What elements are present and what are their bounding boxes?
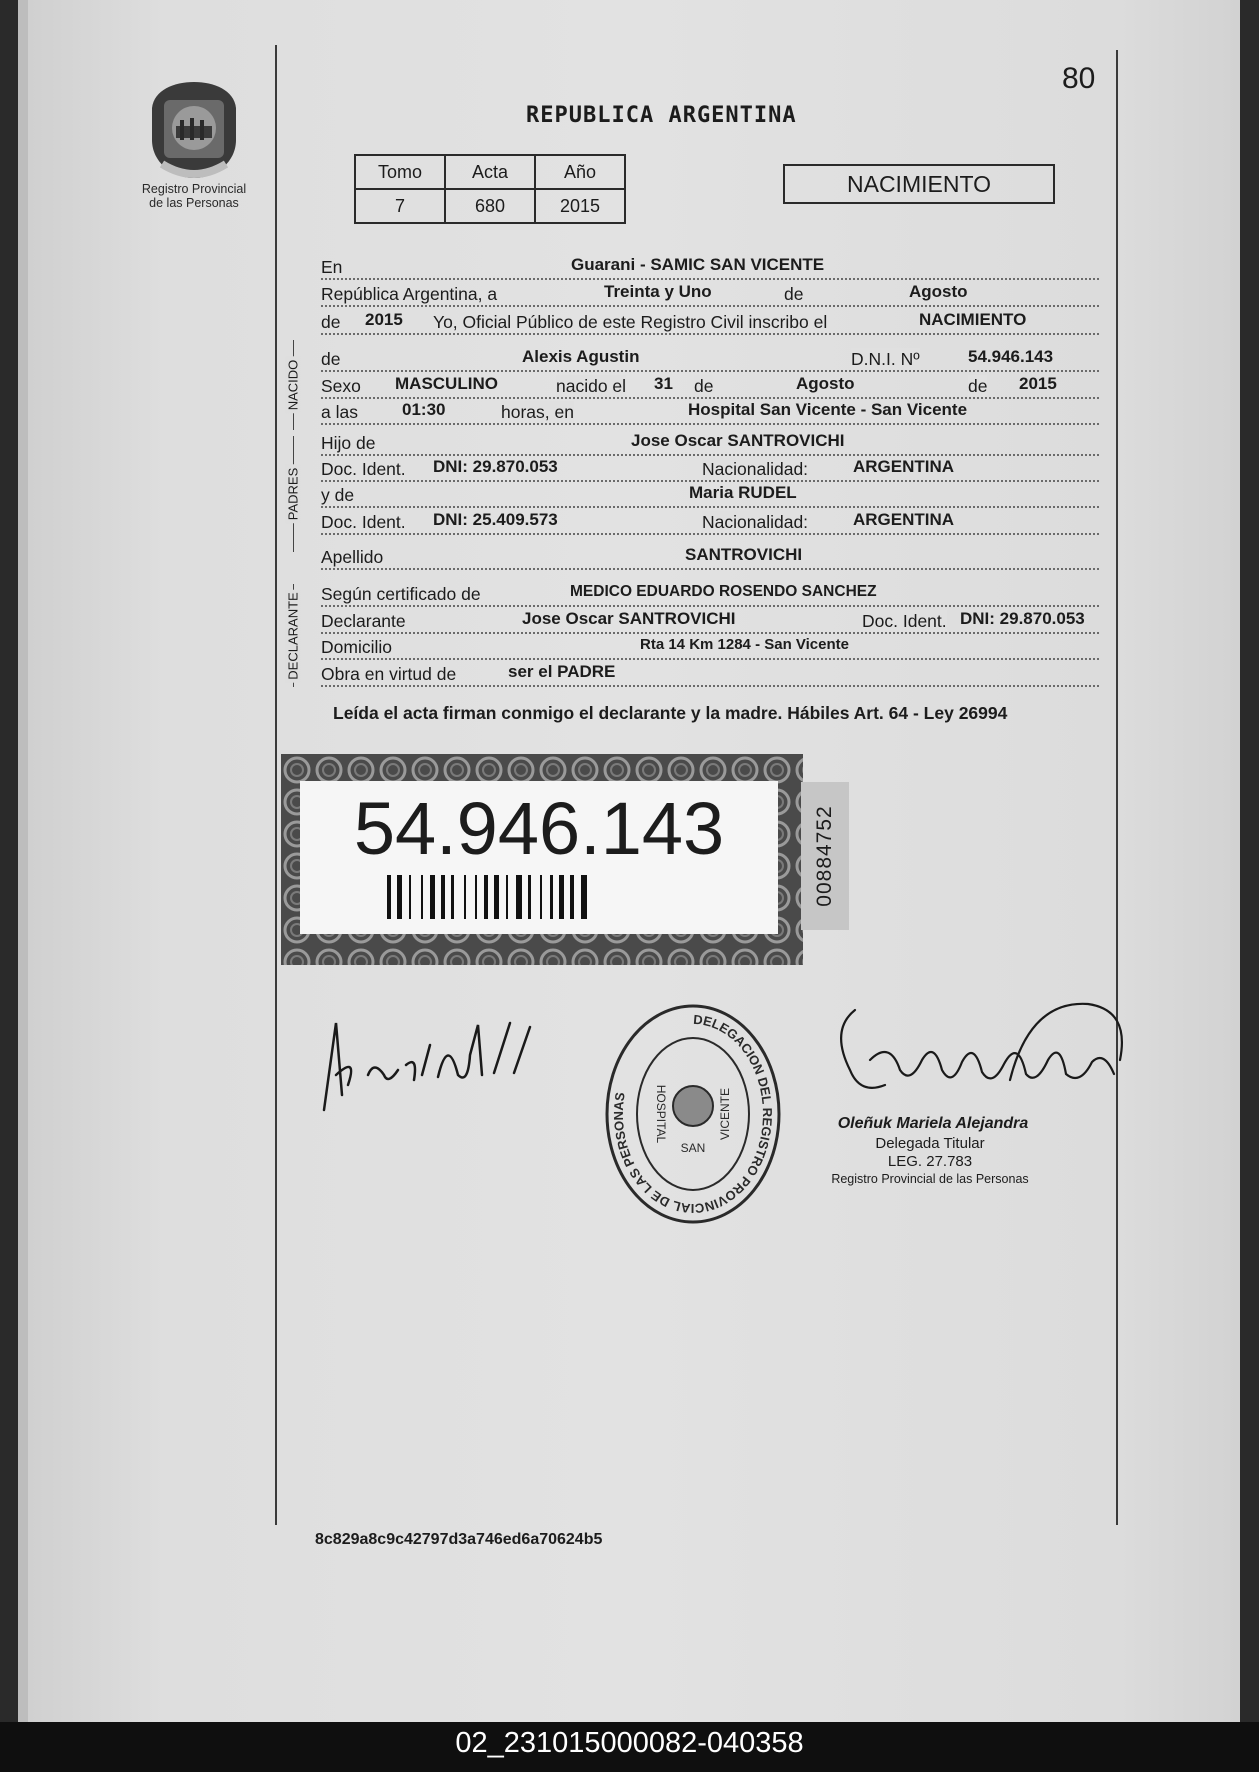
official-signature-icon	[830, 990, 1130, 1120]
value-sexo: MASCULINO	[395, 374, 498, 393]
barcode-bar	[494, 875, 499, 919]
stamp-arc-text: DELEGACION DEL REGISTRO PROVINCIAL DE LAS PERSONAS	[610, 1011, 776, 1217]
label-a-las: a las	[321, 402, 358, 422]
serial-number: 00884752	[813, 805, 836, 907]
label-doc-padre: Doc. Ident.	[321, 459, 406, 479]
label-doc-declarante: Doc. Ident.	[862, 611, 947, 631]
section-label-declarante: DECLARANTE	[286, 589, 301, 682]
label-de-anio-nac: de	[968, 376, 988, 396]
barcode-bar	[451, 875, 454, 919]
label-obra-en-virtud: Obra en virtud de	[321, 664, 457, 684]
line-apellido	[321, 545, 1099, 570]
right-margin-line	[1116, 50, 1118, 1525]
barcode-bar	[464, 875, 466, 919]
barcode-bar	[570, 875, 574, 919]
value-dni: 54.946.143	[968, 347, 1054, 366]
barcode-bar	[516, 875, 522, 919]
section-declarante	[283, 584, 303, 687]
label-de-nombre: de	[321, 349, 341, 369]
value-mes-nacimiento: Agosto	[796, 374, 855, 393]
official-legajo: LEG. 27.783	[887, 1153, 973, 1170]
value-obra: ser el PADRE	[508, 662, 616, 681]
barcode-bar	[409, 875, 411, 919]
value-padre-doc: DNI: 29.870.053	[433, 457, 558, 476]
value-madre-doc: DNI: 25.409.573	[433, 510, 558, 529]
barcode-icon	[387, 875, 701, 919]
label-nacido-el: nacido el	[556, 376, 627, 396]
closing-note: Leída el acta firman conmigo el declarante y la madre. Hábiles Art. 64 - Ley 26994	[333, 703, 1008, 723]
line-hijo-de	[321, 431, 1099, 456]
value-acta: 680	[445, 189, 535, 223]
barcode-bar	[484, 875, 488, 919]
label-oficial: Yo, Oficial Público de este Registro Civil inscribo el	[433, 312, 828, 332]
label-horas-en: horas, en	[501, 402, 574, 422]
dni-label	[300, 781, 778, 934]
section-label-nacido: NACIDO	[286, 357, 301, 414]
value-apellido: SANTROVICHI	[685, 545, 803, 564]
value-declarante: Jose Oscar SANTROVICHI	[522, 609, 736, 628]
official-stamp	[603, 1002, 783, 1233]
value-padre-nacionalidad: ARGENTINA	[853, 457, 955, 476]
barcode-bar	[540, 875, 542, 919]
value-lugar-inscripcion: Guarani - SAMIC SAN VICENTE	[571, 255, 825, 274]
record-table	[354, 154, 626, 224]
line-declarante	[321, 609, 1099, 634]
barcode-bar	[559, 875, 564, 919]
stamp-inner-text-2: VICENTE	[718, 1087, 732, 1141]
logo-caption-1: Registro Provincial	[141, 182, 247, 196]
label-en: En	[321, 257, 343, 277]
value-hora: 01:30	[402, 400, 446, 419]
line-fecha	[321, 282, 1099, 307]
record-table-header	[355, 155, 625, 189]
label-dni: D.N.I. Nº	[851, 349, 920, 369]
barcode-bar	[441, 875, 445, 919]
header-anio: Año	[535, 155, 625, 189]
label-segun-certificado: Según certificado de	[321, 584, 481, 604]
line-y-de	[321, 483, 1099, 508]
dni-number: 54.946.143	[353, 787, 725, 870]
logo-caption-2: de las Personas	[149, 196, 239, 210]
line-hora	[321, 400, 1099, 425]
value-certificado: MEDICO EDUARDO ROSENDO SANCHEZ	[570, 583, 877, 600]
label-nacionalidad-padre: Nacionalidad:	[702, 459, 809, 479]
section-padres	[283, 436, 303, 552]
label-apellido: Apellido	[321, 547, 384, 567]
label-republica: República Argentina, a	[321, 284, 498, 304]
value-madre: Maria RUDEL	[689, 483, 797, 502]
act-type-box: NACIMIENTO	[783, 164, 1055, 204]
serial-box	[801, 782, 849, 930]
registry-logo	[130, 78, 258, 210]
label-nacionalidad-madre: Nacionalidad:	[702, 512, 809, 532]
record-table-values	[355, 189, 625, 223]
official-name: Oleñuk Mariela Alejandra	[837, 1115, 1029, 1132]
value-domicilio: Rta 14 Km 1284 - San Vicente	[640, 636, 849, 653]
barcode-bar	[387, 875, 391, 919]
value-nombre: Alexis Agustin	[522, 347, 640, 366]
left-margin-line	[275, 45, 277, 1525]
label-declarante: Declarante	[321, 611, 406, 631]
line-obra	[321, 662, 1099, 687]
label-de-anio: de	[321, 312, 341, 332]
value-dia: 31	[654, 374, 673, 393]
barcode-bar	[430, 875, 435, 919]
label-sexo: Sexo	[321, 376, 361, 396]
line-madre-doc	[321, 510, 1099, 535]
stamp-emblem-icon	[673, 1086, 713, 1126]
value-tipo-acta: NACIMIENTO	[919, 310, 1027, 329]
barcode-bar	[506, 875, 508, 919]
value-anio-inscripcion: 2015	[365, 310, 403, 329]
line-certificado	[321, 585, 1099, 607]
stamp-inner-text-3: SAN	[680, 1141, 706, 1155]
stamp-inner-text-1: HOSPITAL	[654, 1084, 668, 1144]
barcode-bar	[475, 875, 477, 919]
barcode-bar	[581, 875, 587, 919]
value-anio: 2015	[535, 189, 625, 223]
label-doc-madre: Doc. Ident.	[321, 512, 406, 532]
line-domicilio	[321, 638, 1099, 660]
section-nacido	[283, 340, 303, 430]
label-domicilio: Domicilio	[321, 637, 392, 657]
line-nombre	[321, 347, 1099, 372]
label-de-mes: de	[694, 376, 714, 396]
page-number: 80	[1062, 62, 1096, 95]
barcode-bar	[528, 875, 531, 919]
value-dia-letras: Treinta y Uno	[604, 282, 712, 301]
value-lugar-nacimiento: Hospital San Vicente - San Vicente	[688, 400, 968, 419]
document-hash: 8c829a8c9c42797d3a746ed6a70624b5	[315, 1531, 603, 1548]
header-tomo: Tomo	[355, 155, 445, 189]
barcode-bar	[397, 875, 402, 919]
footer-code: 02_231015000082-040358	[455, 1727, 804, 1759]
official-organization: Registro Provincial de las Personas	[831, 1172, 1029, 1186]
page-edge	[18, 0, 28, 1722]
document-title: REPUBLICA ARGENTINA	[526, 103, 797, 128]
value-mes: Agosto	[909, 282, 968, 301]
line-en	[321, 255, 1099, 280]
value-anio-nacimiento: 2015	[1019, 374, 1057, 393]
header-acta: Acta	[445, 155, 535, 189]
barcode-bar	[550, 875, 553, 919]
misiones-emblem-icon	[144, 78, 244, 182]
label-hijo-de: Hijo de	[321, 433, 376, 453]
value-doc-declarante: DNI: 29.870.053	[960, 609, 1085, 628]
value-padre: Jose Oscar SANTROVICHI	[631, 431, 845, 450]
line-sexo	[321, 374, 1099, 399]
value-tomo: 7	[355, 189, 445, 223]
label-y-de: y de	[321, 485, 355, 505]
value-madre-nacionalidad: ARGENTINA	[853, 510, 955, 529]
section-label-padres: PADRES	[286, 465, 301, 524]
label-de: de	[784, 284, 804, 304]
official-title: Delegada Titular	[875, 1135, 985, 1152]
line-inscripcion	[321, 310, 1099, 335]
barcode-bar	[421, 875, 423, 919]
line-padre-doc	[321, 457, 1099, 482]
declarant-signature-icon	[318, 1015, 558, 1115]
